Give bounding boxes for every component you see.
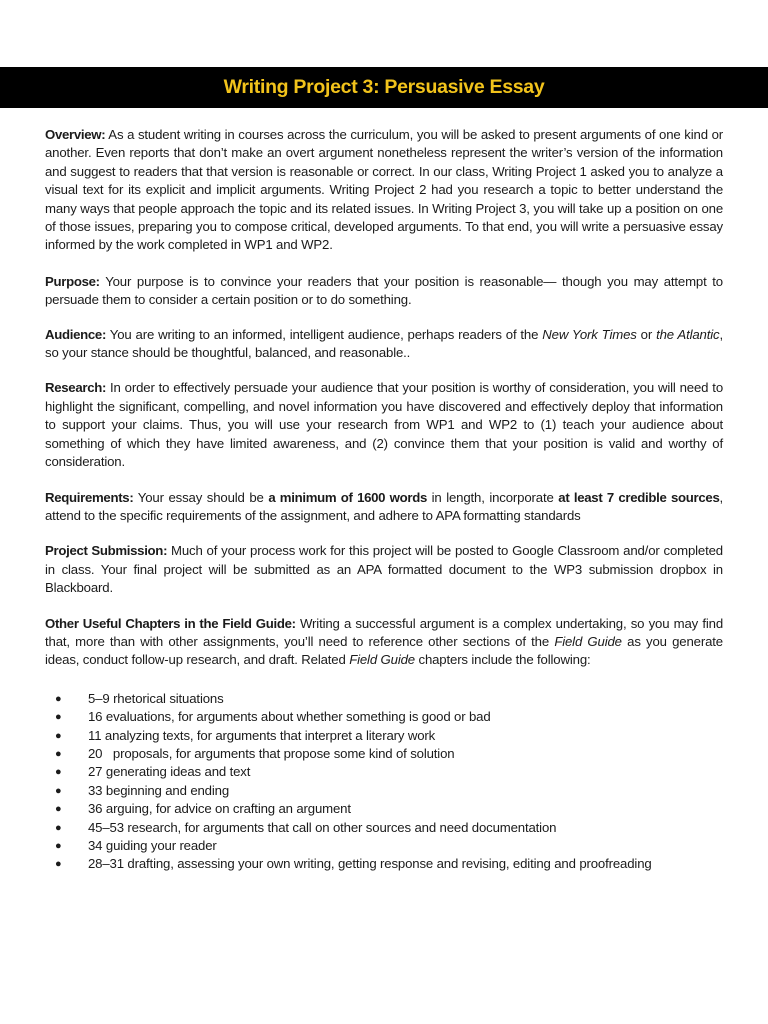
list-item-text: 33 beginning and ending <box>88 782 230 798</box>
sources-requirement: at least 7 credible sources <box>558 489 720 505</box>
bullet-icon: ● <box>55 821 62 834</box>
submission-label: Project Submission: <box>45 543 168 559</box>
overview-label: Overview: <box>45 127 106 142</box>
requirements-paragraph <box>45 489 723 526</box>
list-item-text: 34 guiding your reader <box>88 838 217 853</box>
requirements-text: Your essay should be <box>133 489 269 505</box>
list-item <box>45 763 723 781</box>
list-item <box>45 837 723 855</box>
purpose-paragraph <box>45 273 723 310</box>
research-label: Research: <box>45 380 107 396</box>
overview-text: As a student writing in courses across the curriculum, you will be asked to present arguments of one kind or another. Even reports that don’t make an overt argument nonetheless represent the writer’s version of the information and suggest to readers that that version is reasonable or correct. In our class, Writing Project 1 asked you to analyze a visual text for its explicit and implicit arguments. Writing Project 2 had you research a topic to better understand the many ways that people approach the topic and its related issues. In Writing Project 3, you will take up a position on one of those issues, preparing you to compose critical, developed arguments. To that end, you will write a persuasive essay informed by the work completed in WP1 and WP2. <box>45 127 723 253</box>
list-item <box>45 745 723 763</box>
list-item <box>45 819 723 837</box>
bullet-icon: ● <box>55 692 62 705</box>
audience-text: You are writing to an informed, intelligent audience, perhaps readers of the <box>106 326 543 342</box>
chapters-label: Other Useful Chapters in the Field Guide: <box>45 615 296 631</box>
word-count-requirement: a minimum of 1600 words <box>268 489 428 505</box>
chapters-text: Writing a successful argument is a complex undertaking, so you may find that, more than with other assignments, you’ll need to reference other sections of the <box>45 615 724 649</box>
list-item <box>45 855 723 873</box>
list-item <box>45 800 723 818</box>
chapters-text: as you generate ideas, conduct follow-up research, and draft. Related <box>45 633 723 668</box>
requirements-text: , attend to the specific requirements of the assignment, and adhere to APA formatting standards <box>45 489 723 523</box>
submission-paragraph <box>45 542 723 597</box>
list-item-text: 27 generating ideas and text <box>88 764 251 780</box>
field-guide-title: Field Guide <box>554 633 622 649</box>
audience-label: Audience: <box>45 326 107 342</box>
list-item <box>45 690 723 708</box>
list-item-text: 11 analyzing texts, for arguments that interpret a literary work <box>88 727 436 743</box>
purpose-label: Purpose: <box>45 273 100 289</box>
audience-publication: the Atlantic <box>656 326 720 342</box>
bullet-icon: ● <box>55 747 62 760</box>
audience-paragraph <box>45 326 723 363</box>
overview-paragraph <box>45 126 723 255</box>
list-item-text: 20 proposals, for arguments that propose some kind of solution <box>88 745 455 761</box>
bullet-icon: ● <box>55 784 62 797</box>
list-item <box>45 782 723 800</box>
bullet-icon: ● <box>55 840 62 852</box>
research-text: In order to effectively persuade your audience that your position is worthy of consideration, you will need to highlight the significant, compelling, and novel information you have discovered and effectively deploy that information to support your claims. Thus, you will use your research from WP1 and WP2 to (1) teach your audience about something of which they have limited awareness, and (2) convince them that your position is valid and worthy of consideration. <box>45 380 723 470</box>
requirements-text: in length, incorporate <box>427 489 559 505</box>
field-guide-title: Field Guide <box>349 652 415 668</box>
list-item-text: 45–53 research, for arguments that call on other sources and need documentation <box>88 819 557 835</box>
chapter-list <box>45 690 723 874</box>
list-item-text: 16 evaluations, for arguments about whether something is good or bad <box>88 709 491 725</box>
title-bar <box>0 67 768 108</box>
list-item <box>45 708 723 726</box>
list-item <box>45 727 723 745</box>
audience-text: , so your stance should be thoughtful, balanced, and reasonable.. <box>45 326 723 361</box>
audience-publication: New York Times <box>542 326 637 342</box>
document-body <box>45 126 723 874</box>
bullet-icon: ● <box>55 803 62 816</box>
purpose-text: Your purpose is to convince your readers that your position is reasonable— though you may attempt to persuade them to consider a certain position or to do something. <box>45 273 723 308</box>
audience-text: or <box>636 326 657 342</box>
list-item-text: 28–31 drafting, assessing your own writing, getting response and revising, editing and proofreading <box>88 856 652 872</box>
bullet-icon: ● <box>55 766 62 779</box>
bullet-icon: ● <box>55 858 62 871</box>
research-paragraph <box>45 379 723 471</box>
bullet-icon: ● <box>55 729 62 742</box>
page-title: Writing Project 3: Persuasive Essay <box>223 76 545 98</box>
list-item-text: 36 arguing, for advice on crafting an argument <box>88 801 351 817</box>
requirements-label: Requirements: <box>45 489 134 505</box>
submission-text: Much of your process work for this project will be posted to Google Classroom and/or completed in class. Your final project will be submitted as an APA formatted document to the WP3 submission dropbox in Blackboard. <box>45 543 723 596</box>
chapters-text: chapters include the following: <box>414 652 591 668</box>
chapters-paragraph <box>45 615 723 670</box>
list-item-text: 5–9 rhetorical situations <box>88 690 224 706</box>
bullet-icon: ● <box>55 711 62 724</box>
